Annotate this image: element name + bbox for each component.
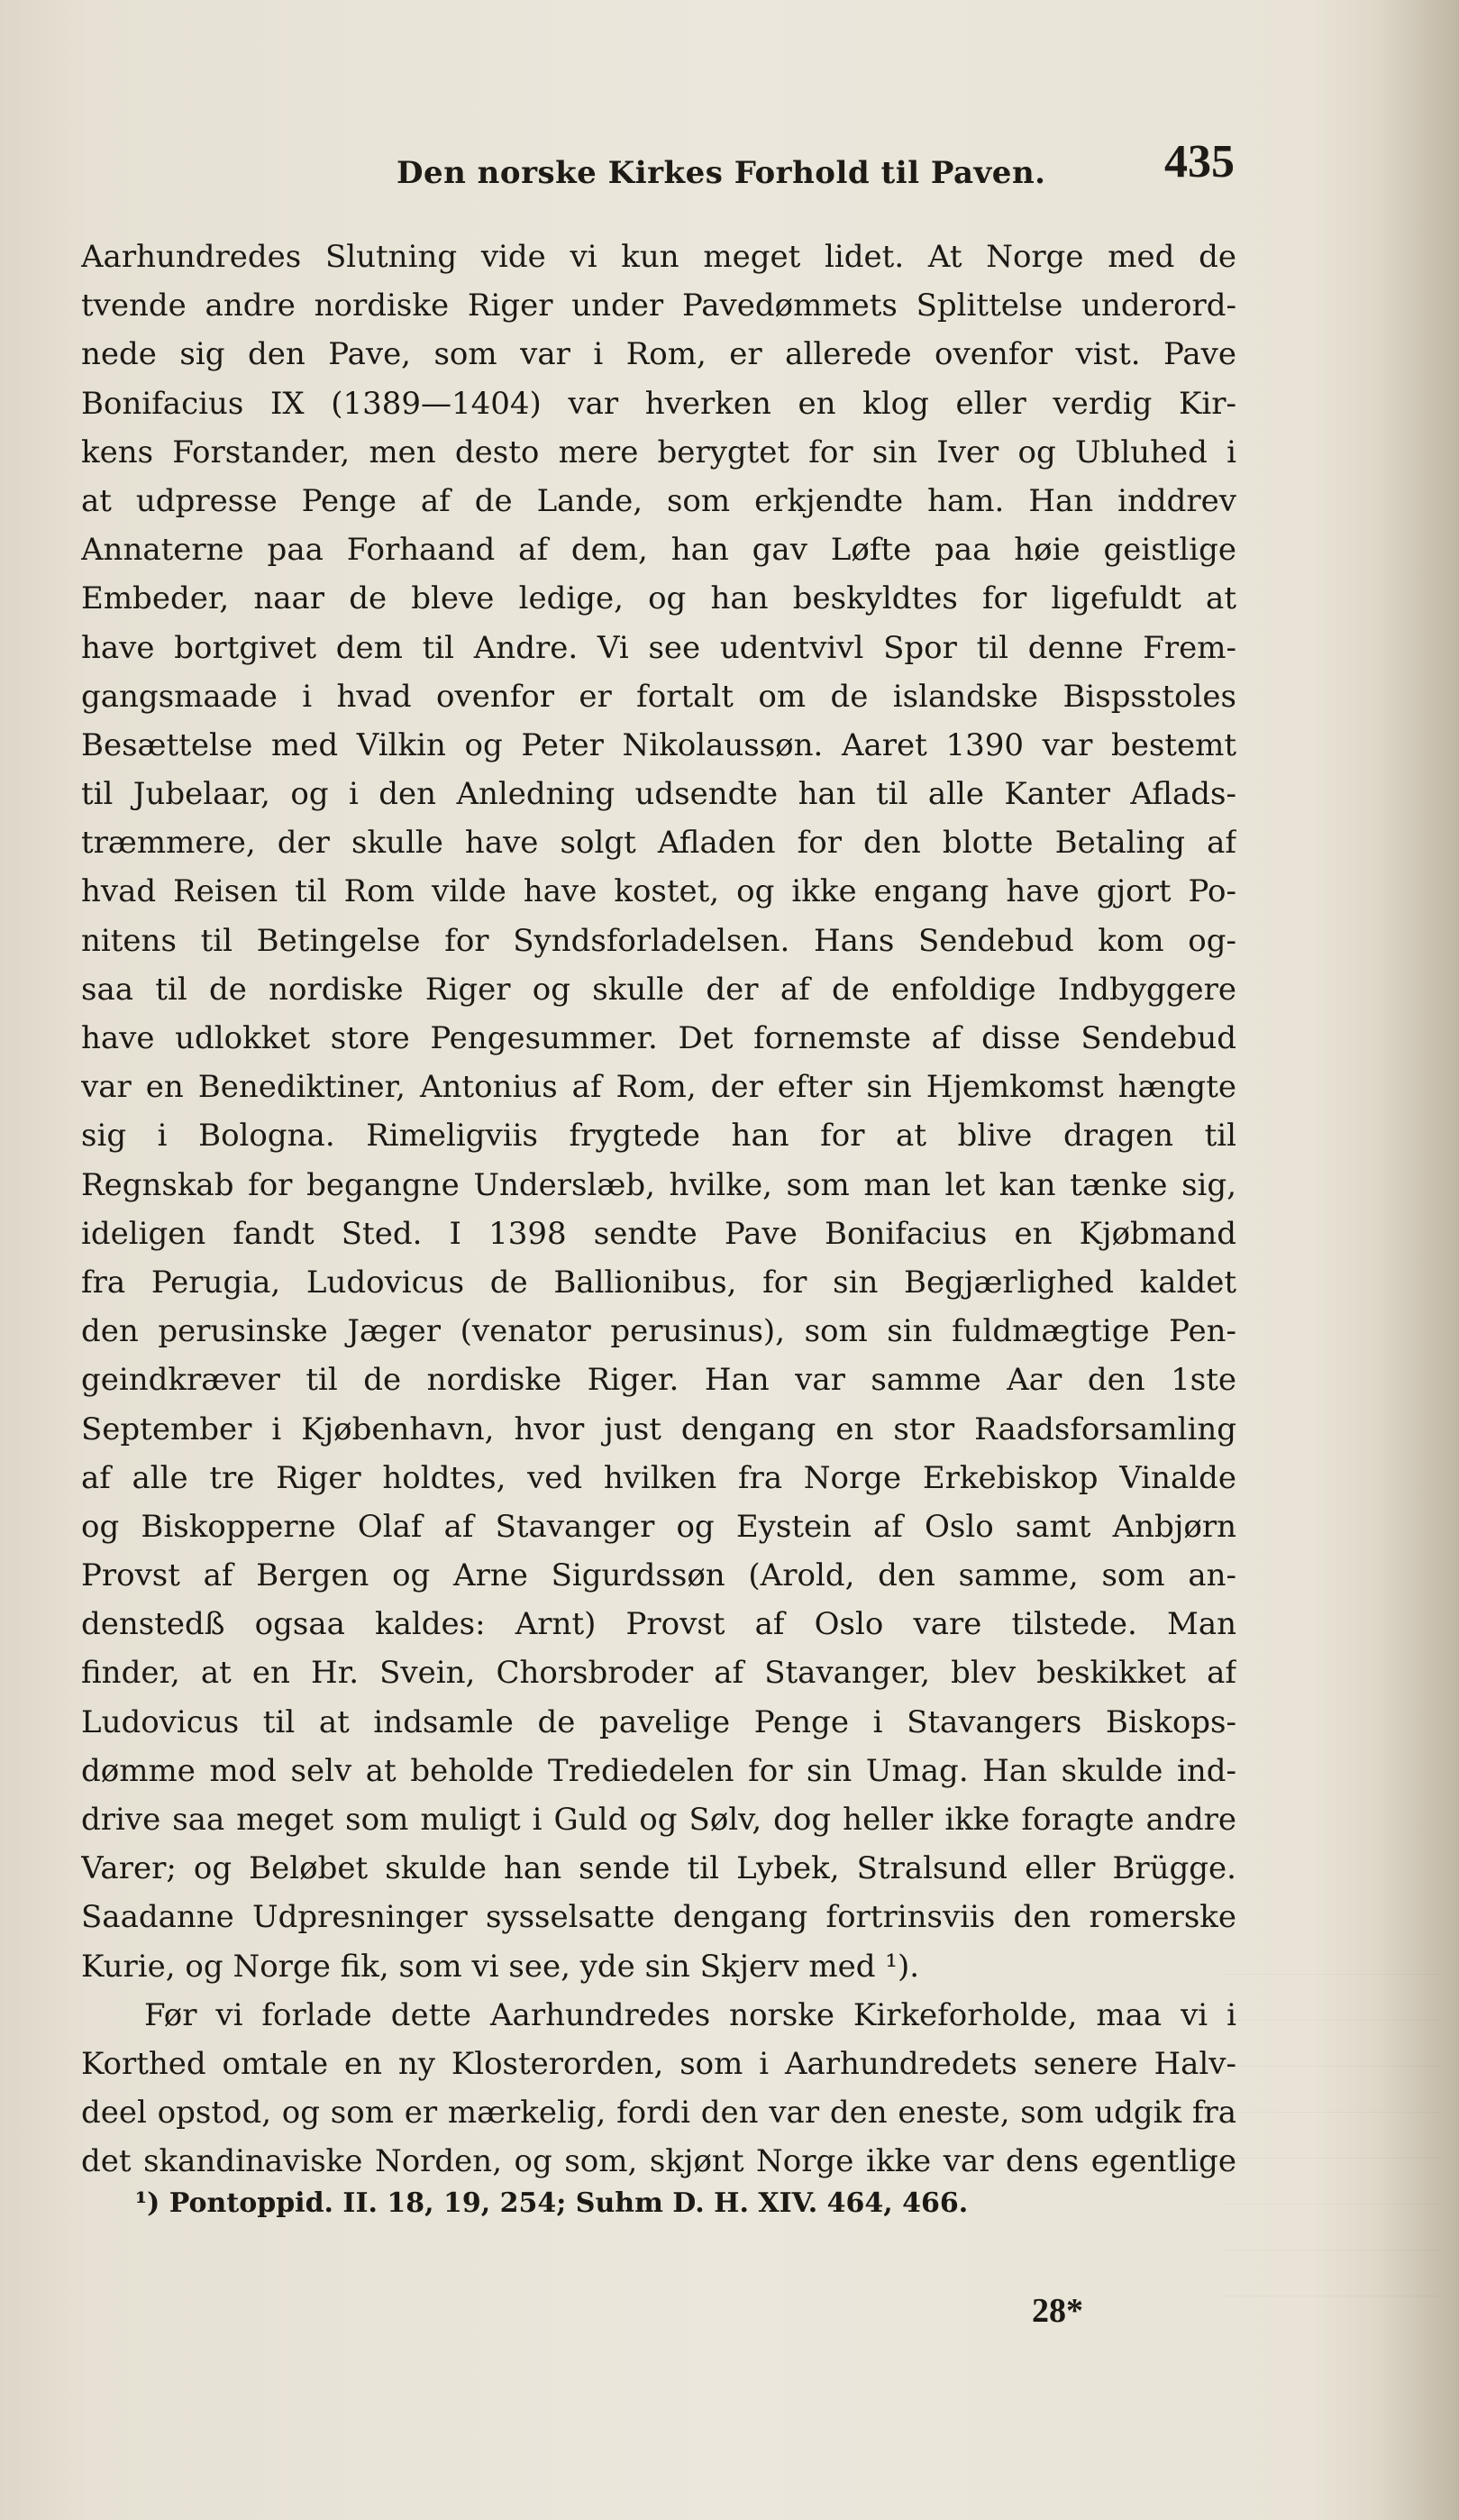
- text-line: det skandinaviske Norden, og som, skjønt Norge ikke var dens egentlige: [81, 2143, 1236, 2180]
- footnote: ¹) Pontoppid. II. 18, 19, 254; Suhm D. H. XIV. 464, 466.: [135, 2187, 969, 2219]
- text-line: nede sig den Pave, som var i Rom, er allerede ovenfor vist. Pave: [81, 336, 1236, 373]
- text-line: Ludovicus til at indsamle de pavelige Penge i Stavangers Biskops-: [81, 1703, 1236, 1740]
- text-line: og Biskopperne Olaf af Stavanger og Eystein af Oslo samt Anbjørn: [81, 1508, 1236, 1545]
- text-line: have udlokket store Pengesummer. Det fornemste af disse Sendebud: [81, 1020, 1236, 1056]
- show-through-texture: [1226, 1929, 1442, 2343]
- text-line: hvad Reisen til Rom vilde have kostet, og ikke engang have gjort Po-: [81, 873, 1236, 910]
- text-line: deel opstod, og som er mærkelig, fordi den var den eneste, som udgik fra: [81, 2095, 1236, 2132]
- text-line: Provst af Bergen og Arne Sigurdssøn (Arold, den samme, som an-: [81, 1557, 1236, 1594]
- running-title: Den norske Kirkes Forhold til Paven.: [397, 155, 1046, 191]
- text-line: af alle tre Riger holdtes, ved hvilken fra Norge Erkebiskop Vinalde: [81, 1459, 1236, 1496]
- text-line: Kurie, og Norge fik, som vi see, yde sin Skjerv med ¹).: [81, 1948, 920, 1985]
- text-line: Annaterne paa Forhaand af dem, han gav Løfte paa høie geistlige: [81, 532, 1236, 569]
- text-line: Embeder, naar de bleve ledige, og han beskyldtes for ligefuldt at: [81, 580, 1236, 617]
- text-line: Varer; og Beløbet skulde han sende til Lybek, Stralsund eller Brügge.: [81, 1850, 1236, 1887]
- body-text: [81, 233, 1236, 2187]
- signature-mark: 28*: [1032, 2292, 1083, 2330]
- text-line: sig i Bologna. Rimeligviis frygtede han for at blive dragen til: [81, 1118, 1236, 1155]
- text-line: Regnskab for begangne Underslæb, hvilke, som man let kan tænke sig,: [81, 1166, 1236, 1203]
- text-line: Korthed omtale en ny Klosterorden, som i Aarhundredets senere Halv-: [81, 2045, 1236, 2082]
- text-line: var en Benediktiner, Antonius af Rom, der efter sin Hjemkomst hængte: [81, 1069, 1236, 1106]
- text-line: Besættelse med Vilkin og Peter Nikolaussøn. Aaret 1390 var bestemt: [81, 726, 1236, 763]
- text-line: til Jubelaar, og i den Anledning udsendte han til alle Kanter Aflads-: [81, 776, 1236, 813]
- text-line: gangsmaade i hvad ovenfor er fortalt om de islandske Bispsstoles: [81, 678, 1236, 715]
- text-line: at udpresse Penge af de Lande, som erkjendte ham. Han inddrev: [81, 482, 1236, 519]
- text-line: denstedß ogsaa kaldes: Arnt) Provst af Oslo vare tilstede. Man: [81, 1606, 1236, 1643]
- text-line: Saadanne Udpresninger sysselsatte dengang fortrinsviis den romerske: [81, 1899, 1236, 1936]
- text-line: drive saa meget som muligt i Guld og Sølv, dog heller ikke foragte andre: [81, 1802, 1236, 1838]
- text-line: saa til de nordiske Riger og skulle der af de enfoldige Indbyggere: [81, 971, 1236, 1008]
- text-line: have bortgivet dem til Andre. Vi see udentvivl Spor til denne Frem-: [81, 629, 1236, 666]
- text-line: tvende andre nordiske Riger under Pavedømmets Splittelse underord-: [81, 288, 1236, 324]
- page-header: [81, 135, 1235, 216]
- text-line: træmmere, der skulle have solgt Afladen for den blotte Betaling af: [81, 825, 1236, 862]
- text-line: den perusinske Jæger (venator perusinus), som sin fuldmægtige Pen-: [81, 1313, 1236, 1350]
- text-line: Aarhundredes Slutning vide vi kun meget lidet. At Norge med de: [81, 239, 1236, 275]
- text-line: dømme mod selv at beholde Trediedelen for sin Umag. Han skulde ind-: [81, 1752, 1236, 1789]
- text-line: nitens til Betingelse for Syndsforladelsen. Hans Sendebud kom og-: [81, 922, 1236, 959]
- text-line: September i Kjøbenhavn, hvor just dengang en stor Raadsforsamling: [81, 1411, 1236, 1447]
- text-line: kens Forstander, men desto mere berygtet for sin Iver og Ubluhed i: [81, 434, 1236, 470]
- text-line: fra Perugia, Ludovicus de Ballionibus, for sin Begjærlighed kaldet: [81, 1264, 1236, 1301]
- text-line: finder, at en Hr. Svein, Chorsbroder af Stavanger, blev beskikket af: [81, 1655, 1236, 1692]
- text-line: ideligen fandt Sted. I 1398 sendte Pave Bonifacius en Kjøbmand: [81, 1215, 1236, 1252]
- text-line: geindkræver til de nordiske Riger. Han var samme Aar den 1ste: [81, 1362, 1236, 1399]
- text-line: Før vi forlade dette Aarhundredes norske Kirkeforholde, maa vi i: [144, 1996, 1236, 2033]
- text-line: Bonifacius IX (1389—1404) var hverken en klog eller verdig Kir-: [81, 385, 1236, 422]
- page-number: 435: [1164, 136, 1235, 187]
